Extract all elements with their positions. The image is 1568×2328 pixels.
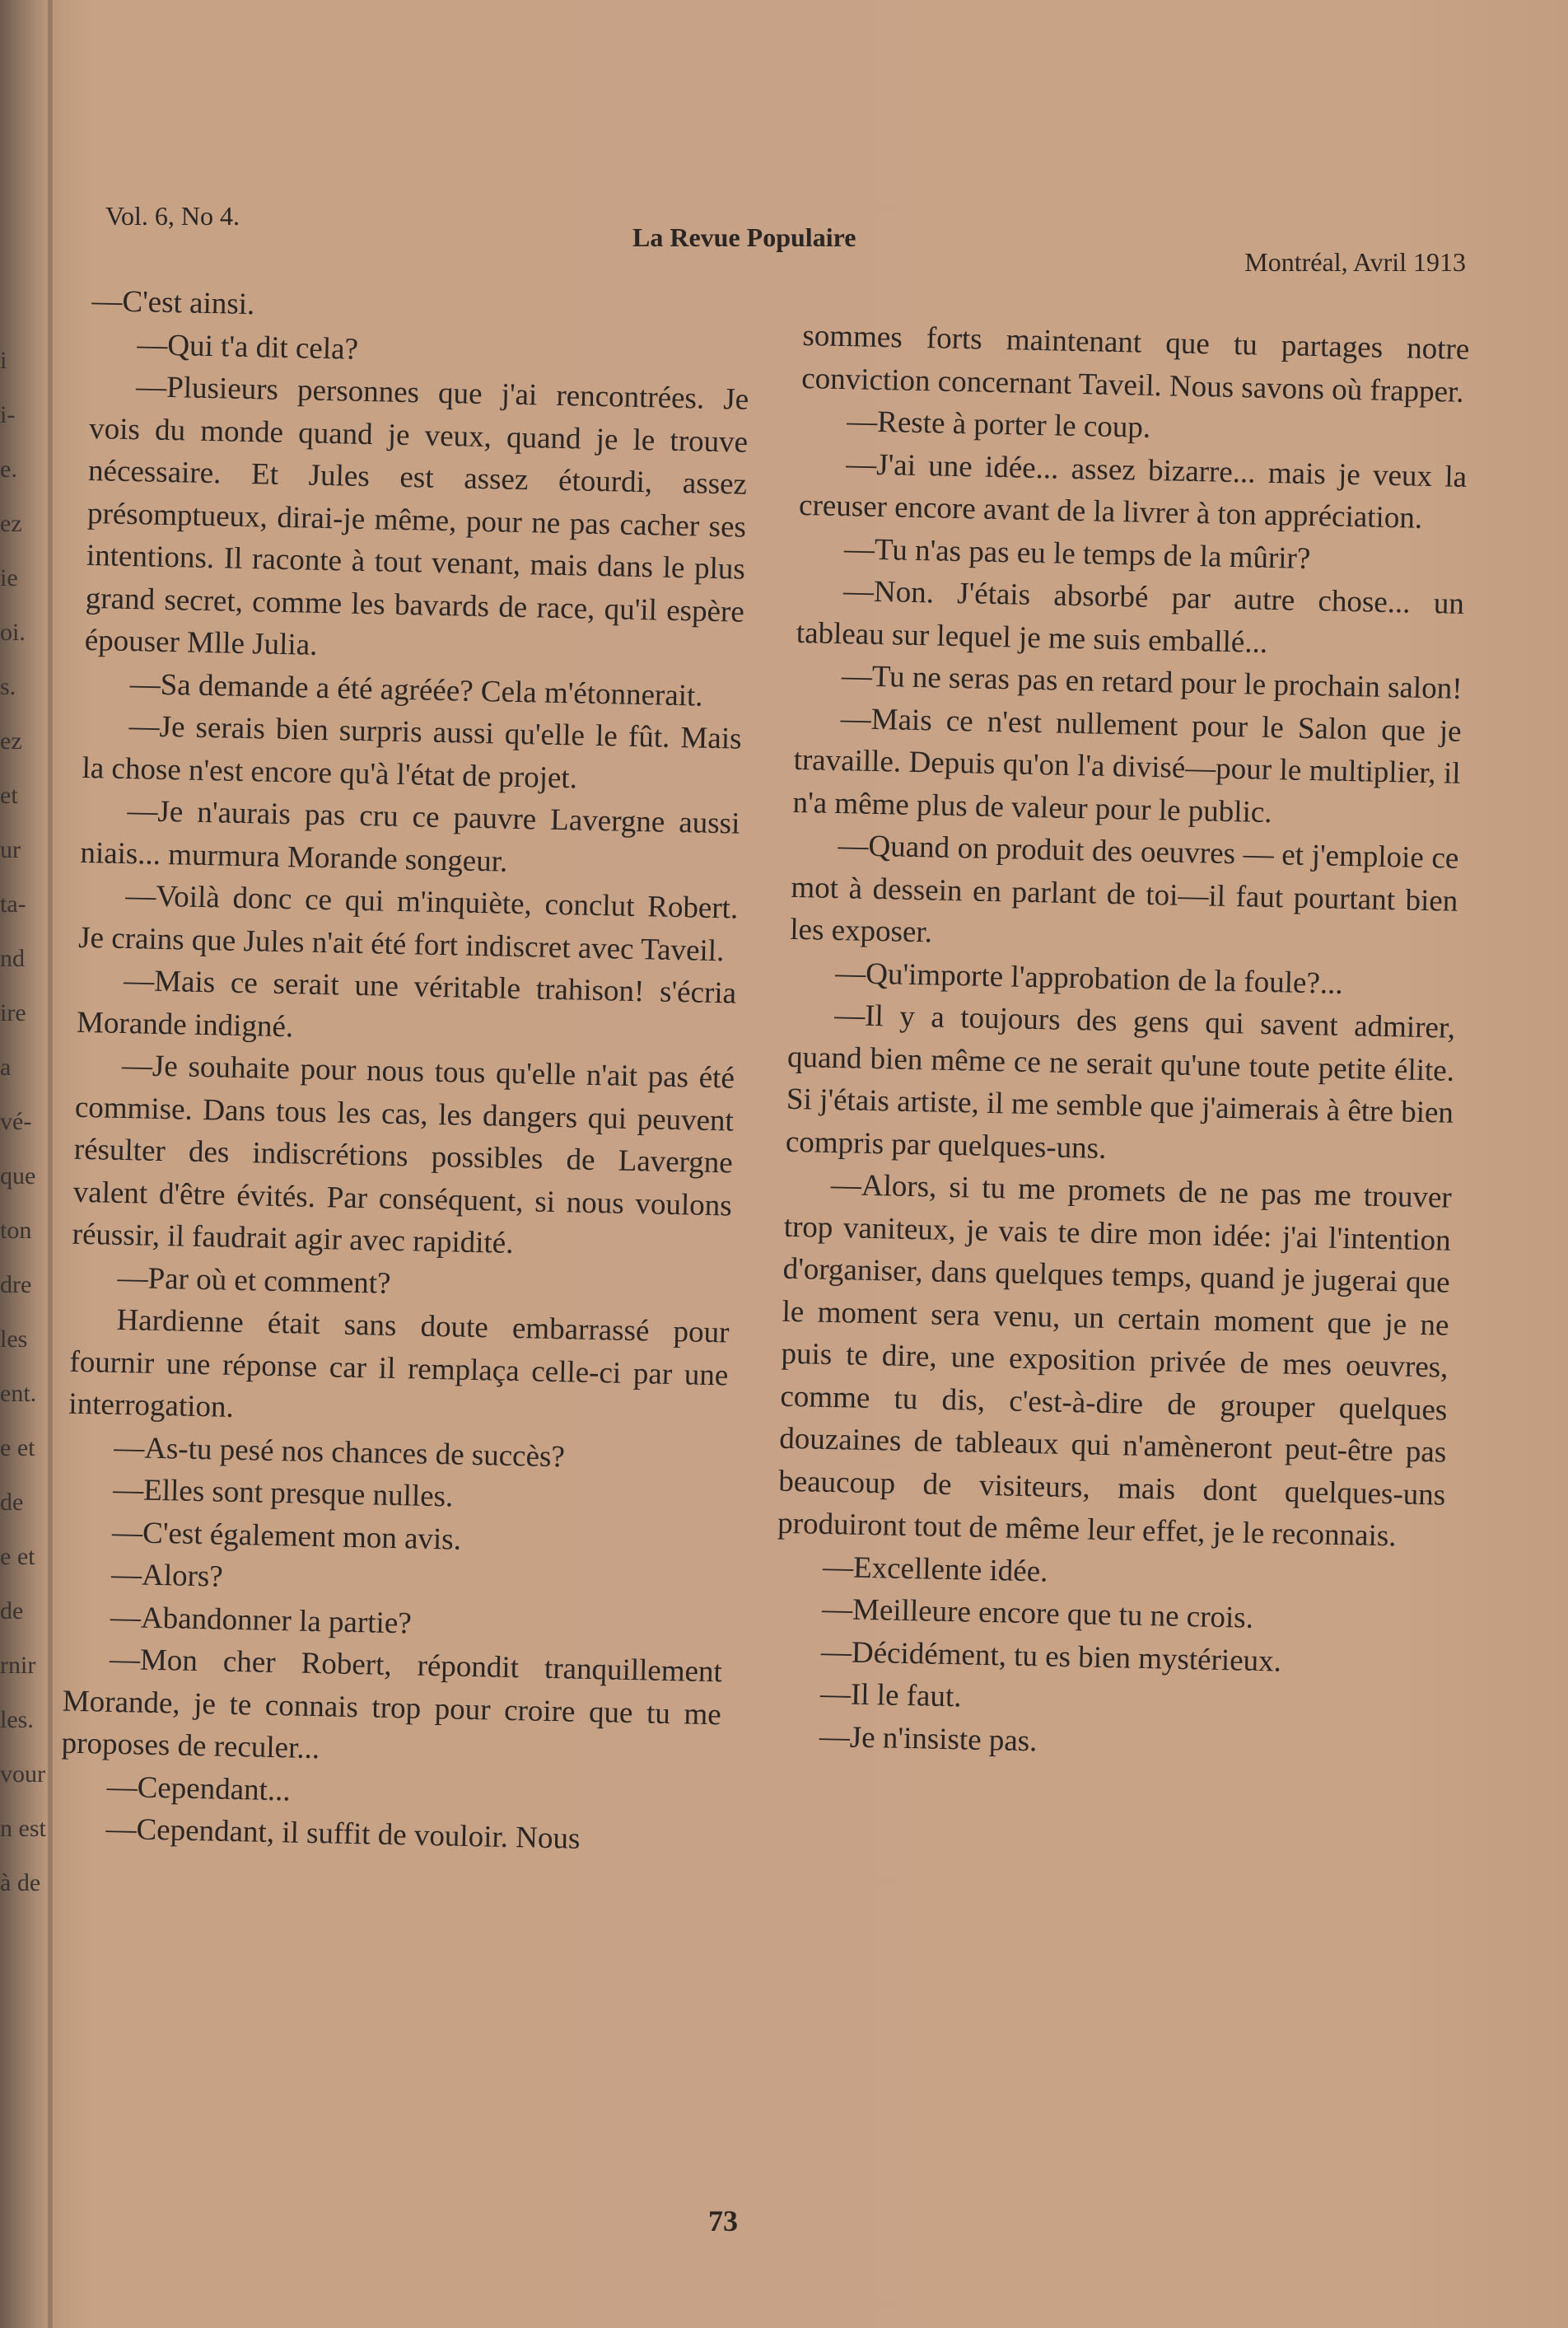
fragment: de	[0, 1489, 24, 1516]
fragment: nd	[0, 945, 25, 972]
paragraph: —Je n'insiste pas.	[819, 1719, 1038, 1758]
fragment: ie	[0, 564, 18, 591]
paragraph: —Qu'importe l'approbation de la foule?...	[834, 956, 1344, 1001]
fragment: ent.	[0, 1380, 37, 1407]
fragment: ur	[0, 836, 21, 863]
paragraph: —Il le faut.	[819, 1676, 962, 1714]
fragment: ton	[0, 1217, 32, 1244]
fragment: n est	[0, 1815, 46, 1842]
fragment: que	[0, 1162, 36, 1190]
fragment: de	[0, 1597, 24, 1624]
fragment: les.	[0, 1706, 34, 1733]
fragment: e et	[0, 1543, 35, 1570]
paragraph: —Non. J'étais absorbé par autre chose... un tableau sur lequel je me suis emballé...	[796, 574, 1465, 660]
paragraph: —Cependant, il suffit de vouloir. Nous	[105, 1811, 581, 1856]
paragraph: —J'ai une idée... assez bizarre... mais je veux la creuser encore avant de la livrer à ton appréciation.	[798, 446, 1468, 535]
paragraph: —Je serais bien surpris aussi qu'elle le fût. Mais la chose n'est encore qu'à l'état de projet.	[82, 709, 742, 795]
book-gutter	[48, 0, 53, 2328]
volume-number: Vol. 6, No 4.	[105, 201, 240, 231]
facing-page-fragments	[0, 346, 46, 1923]
paragraph: —As-tu pesé nos chances de succès?	[113, 1430, 566, 1474]
fragment: e et	[0, 1434, 35, 1461]
paragraph: sommes forts maintenant que tu partages notre conviction concernant Taveil. Nous savons où frapper.	[800, 318, 1470, 409]
fragment: i-	[0, 401, 16, 428]
paragraph: —Abandonner la partie?	[110, 1600, 413, 1640]
issue-date: Montréal, Avril 1913	[1244, 247, 1466, 277]
fragment: rnir	[0, 1652, 36, 1679]
paragraph: —Il y a toujours des gens qui savent admirer, quand bien même ce ne serait qu'une toute petite élite. Si j'étais artiste, il me semble que j'aimerais à être bien compris par quelques-uns.	[785, 998, 1456, 1166]
fragment: dre	[0, 1271, 32, 1298]
fragment: et	[0, 782, 18, 809]
paragraph: —Qui t'a dit cela?	[136, 327, 359, 367]
right-column	[772, 315, 1469, 1771]
paragraph: —Quand on produit des oeuvres — et j'emploie ce mot à dessein en parlant de toi—il faut pourtant bien les exposer.	[789, 829, 1459, 950]
paragraph: —Mon cher Robert, répondit tranquillement Morande, je te connais trop pour croire que tu me proposes de reculer...	[61, 1642, 723, 1766]
fragment: ez	[0, 727, 22, 755]
paragraph: —Sa demande a été agréée? Cela m'étonnerait.	[129, 666, 703, 713]
paragraph: —Mais ce serait une véritable trahison! s'écria Morande indigné.	[76, 963, 737, 1044]
paragraph: —Excellente idée.	[822, 1550, 1048, 1589]
paragraph: —Tu n'as pas eu le temps de la mûrir?	[843, 531, 1311, 576]
paragraph: —C'est également mon avis.	[111, 1515, 462, 1557]
fragment: e.	[0, 456, 17, 483]
fragment: ez	[0, 510, 22, 537]
paragraph: —Meilleure encore que tu ne crois.	[821, 1592, 1254, 1635]
paragraph: —Je souhaite pour nous tous qu'elle n'ait pas été commise. Dans tous les cas, les dangers qui peuvent résulter des indiscrétions possibles de Lavergne valent d'être évités. Par conséquent, si nous voulons réussir, il faudrait agir avec rapidité.	[72, 1048, 735, 1260]
paragraph: —Mais ce n'est nullement pour le Salon que je travaille. Depuis qu'on l'a divisé—pour le multiplier, il n'a même plus de valeur pour le public.	[792, 701, 1463, 830]
fragment: ta-	[0, 891, 26, 918]
paragraph: —Alors, si tu me promets de ne pas me trouver trop vaniteux, je vais te dire mon idée: j'ai l'intention d'organiser, dans quelques temps, quand je jugerai que le moment sera venu, un certain moment que je ne puis te dire, une exposition privée de mes oeuvres, comme tu dis, c'est-à-dire de grouper quelques douzaines de tableaux qui n'amèneront peut-être pas beaucoup de visiteurs, mais dont quelques-uns produiront tout de même leur effet, je le reconnais.	[777, 1167, 1453, 1554]
paragraph: —Reste à porter le coup.	[846, 404, 1151, 445]
fragment: vé-	[0, 1108, 32, 1135]
paragraph: —Je n'aurais pas cru ce pauvre Lavergne aussi niais... murmura Morande songeur.	[80, 794, 740, 879]
paragraph: —Voilà donc ce qui m'inquiète, conclut Robert. Je crains que Jules n'ait été fort indiscret avec Taveil.	[77, 879, 739, 968]
paragraph: —Elles sont presque nulles.	[112, 1472, 454, 1514]
fragment: s.	[0, 673, 16, 700]
fragment: ire	[0, 999, 26, 1026]
paragraph: Hardienne était sans doute embarrassé pour fournir une réponse car il remplaça celle-ci par une interrogation.	[68, 1302, 730, 1424]
page-number: 73	[708, 2204, 738, 2237]
fragment: oi.	[0, 619, 26, 646]
paragraph: —Par où et comment?	[117, 1260, 391, 1301]
fragment: vour	[0, 1760, 45, 1788]
left-column	[59, 280, 751, 1863]
fragment: à de	[0, 1869, 41, 1896]
fragment: a	[0, 1054, 12, 1081]
fragment: les	[0, 1325, 28, 1353]
journal-title: La Revue Populaire	[632, 222, 856, 252]
paragraph: —Tu ne seras pas en retard pour le prochain salon!	[841, 659, 1463, 706]
paragraph: —Cependant...	[106, 1769, 292, 1807]
paragraph: —Alors?	[110, 1557, 224, 1594]
fragment: i	[0, 347, 7, 374]
paragraph: —C'est ainsi.	[91, 283, 255, 322]
running-header	[105, 198, 1472, 277]
paragraph: —Décidément, tu es bien mystérieux.	[820, 1634, 1282, 1679]
paragraph: —Plusieurs personnes que j'ai rencontrées. Je vois du monde quand je veux, quand je le trouve nécessaire. Et Jules est assez étourdi, assez présomptueux, dirai-je même, pour ne pas cacher ses intentions. Il raconte à tout venant, mais dans le plus grand secret, comme les bavards de race, qu'il espère épouser Mlle Julia.	[84, 370, 749, 662]
